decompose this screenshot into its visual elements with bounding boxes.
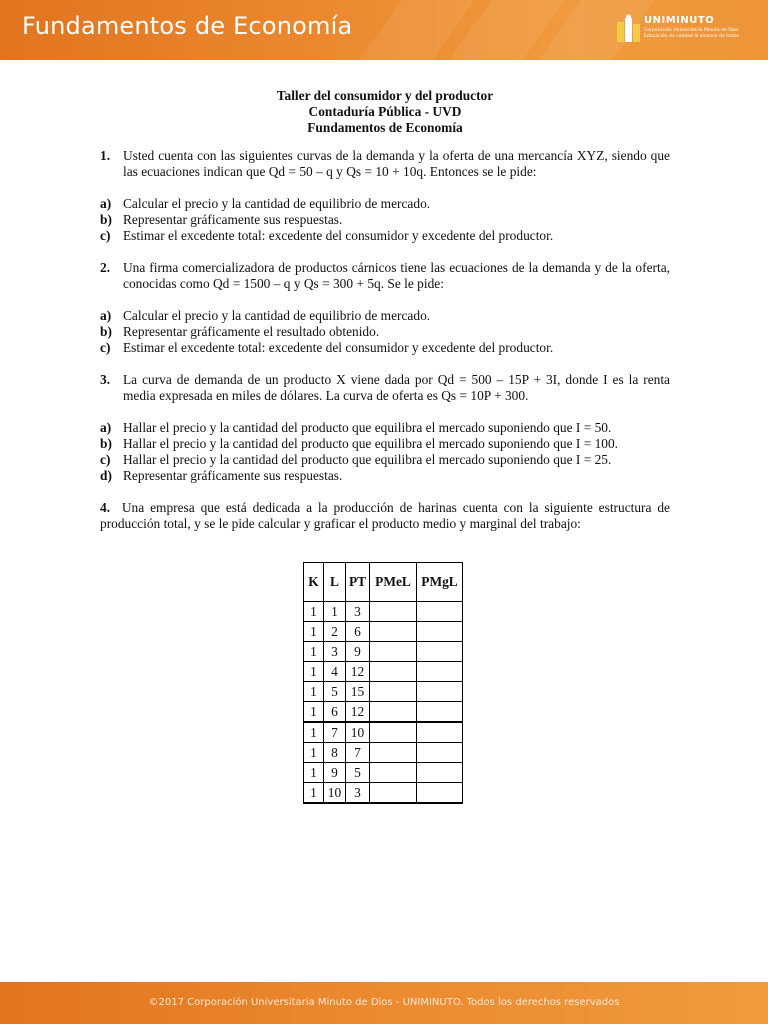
question-1 (100, 148, 670, 180)
table-cell: 5 (324, 682, 346, 702)
table-cell (417, 722, 463, 743)
table-cell: 7 (346, 743, 370, 763)
item-text: Estimar el excedente total: excedente del consumidor y excedente del productor. (123, 340, 554, 355)
table-cell: 8 (324, 743, 346, 763)
question-text: La curva de demanda de un producto X viene dada por Qd = 500 – 15P + 3I, donde I es la renta media expresada en miles de dólares. La curva de oferta es Qs = 10P + 300. (123, 372, 670, 403)
title-line: Taller del consumidor y del productor (276, 88, 494, 103)
item-text: Calcular el precio y la cantidad de equilibrio de mercado. (123, 308, 431, 323)
item-text: Hallar el precio y la cantidad del producto que equilibra el mercado suponiendo que I = 25. (123, 452, 612, 467)
item-letter: b) (100, 436, 112, 451)
table-cell: 1 (304, 602, 324, 622)
table-cell: 9 (324, 763, 346, 783)
logo-tagline: Educación de calidad al alcance de todos (644, 34, 739, 39)
table-cell: 1 (304, 682, 324, 702)
question-text: Usted cuenta con las siguientes curvas de la demanda y la oferta de una mercancía XYZ, siendo que las ecuaciones indican que Qd = 50 – q y Qs = 10 + 10q. Entonces se le pide: (123, 148, 670, 179)
table-cell (417, 783, 463, 804)
column-header: PMgL (417, 563, 463, 602)
table-cell (417, 682, 463, 702)
table-cell (370, 743, 417, 763)
table-cell: 3 (346, 602, 370, 622)
table-cell (417, 763, 463, 783)
logo-name: UNIMINUTO (644, 15, 715, 26)
item-letter: b) (100, 212, 112, 227)
table-cell (417, 662, 463, 682)
table-cell: 2 (324, 622, 346, 642)
list-item (100, 228, 670, 244)
table-cell: 1 (304, 662, 324, 682)
table-cell: 3 (324, 642, 346, 662)
question-number: 3. (100, 372, 111, 387)
table-row (304, 662, 463, 682)
logo-mark-icon (616, 14, 642, 44)
list-item (100, 420, 670, 436)
logo-tagline: Corporación Universitaria Minuto de Dios (644, 28, 739, 33)
table-cell: 9 (346, 642, 370, 662)
list-item (100, 212, 670, 228)
table-cell (370, 662, 417, 682)
question-number: 1. (100, 148, 111, 163)
table-cell (370, 722, 417, 743)
table-cell (417, 642, 463, 662)
table-cell (370, 642, 417, 662)
item-letter: a) (100, 308, 112, 323)
table-cell: 6 (324, 702, 346, 723)
item-letter: d) (100, 468, 112, 483)
question-number: 4. (100, 500, 111, 515)
list-item (100, 196, 670, 212)
column-header: L (324, 563, 346, 602)
item-text: Hallar el precio y la cantidad del producto que equilibra el mercado suponiendo que I = 50. (123, 420, 612, 435)
table-cell (370, 702, 417, 723)
table-row (304, 743, 463, 763)
item-text: Representar gráficamente el resultado obtenido. (123, 324, 380, 339)
item-letter: a) (100, 196, 112, 211)
column-header: PMeL (370, 563, 417, 602)
column-header: PT (346, 563, 370, 602)
table-row (304, 702, 463, 723)
table-cell (417, 702, 463, 723)
table-cell: 1 (304, 722, 324, 743)
table-cell: 10 (324, 783, 346, 804)
table-cell: 3 (346, 783, 370, 804)
title-line: Contaduría Pública - UVD (308, 104, 462, 119)
list-item (100, 308, 670, 324)
item-text: Estimar el excedente total: excedente del consumidor y excedente del productor. (123, 228, 554, 243)
table-cell: 1 (304, 743, 324, 763)
list-item (100, 340, 670, 356)
item-text: Representar gráficamente sus respuestas. (123, 468, 343, 483)
item-letter: c) (100, 452, 111, 467)
column-header: K (304, 563, 324, 602)
table-cell (370, 682, 417, 702)
table-cell: 4 (324, 662, 346, 682)
table-row (304, 682, 463, 702)
document-titles (100, 88, 670, 136)
table-row (304, 763, 463, 783)
question-4 (100, 500, 670, 532)
table-cell: 12 (346, 702, 370, 723)
footer-banner (0, 982, 768, 1024)
table-cell: 15 (346, 682, 370, 702)
question-text: Una empresa que está dedicada a la producción de harinas cuenta con la siguiente estructura de producción total, y se le pide calcular y graficar el producto medio y marginal del trabajo: (100, 500, 671, 531)
list-item (100, 452, 670, 468)
item-letter: c) (100, 340, 111, 355)
item-letter: b) (100, 324, 112, 339)
table-cell: 1 (324, 602, 346, 622)
table-row (304, 722, 463, 743)
table-row (304, 783, 463, 804)
question-number: 2. (100, 260, 111, 275)
table-cell: 1 (304, 622, 324, 642)
list-item (100, 436, 670, 452)
table-cell: 6 (346, 622, 370, 642)
item-letter: a) (100, 420, 112, 435)
table-cell (417, 743, 463, 763)
document-body (100, 88, 670, 532)
item-text: Representar gráficamente sus respuestas. (123, 212, 343, 227)
title-line: Fundamentos de Economía (307, 120, 463, 135)
table-cell (370, 602, 417, 622)
table-header-row (304, 563, 463, 602)
copyright-text: ©2017 Corporación Universitaria Minuto de Dios - UNIMINUTO. Todos los derechos reservados (148, 997, 620, 1008)
item-letter: c) (100, 228, 111, 243)
table-cell: 1 (304, 702, 324, 723)
uniminuto-logo (616, 14, 746, 46)
question-3 (100, 372, 670, 404)
table-cell (417, 622, 463, 642)
table-cell: 10 (346, 722, 370, 743)
table-row (304, 642, 463, 662)
item-text: Calcular el precio y la cantidad de equilibrio de mercado. (123, 196, 431, 211)
table-cell (370, 763, 417, 783)
table-cell: 1 (304, 642, 324, 662)
table-cell: 12 (346, 662, 370, 682)
list-item (100, 324, 670, 340)
table-row (304, 622, 463, 642)
header-title: Fundamentos de Economía (22, 12, 353, 40)
question-2 (100, 260, 670, 292)
table-cell: 1 (304, 783, 324, 804)
list-item (100, 468, 670, 484)
production-table (303, 562, 463, 804)
header-banner (0, 0, 768, 60)
table-cell: 7 (324, 722, 346, 743)
table-row (304, 602, 463, 622)
item-text: Hallar el precio y la cantidad del producto que equilibra el mercado suponiendo que I = 100. (123, 436, 619, 451)
table-cell: 1 (304, 763, 324, 783)
table-cell (370, 622, 417, 642)
question-text: Una firma comercializadora de productos cárnicos tiene las ecuaciones de la demanda y de la oferta, conocidas como Qd = 1500 – q y Qs = 300 + 5q. Se le pide: (123, 260, 670, 291)
table-cell (417, 602, 463, 622)
table-cell: 5 (346, 763, 370, 783)
table-cell (370, 783, 417, 804)
